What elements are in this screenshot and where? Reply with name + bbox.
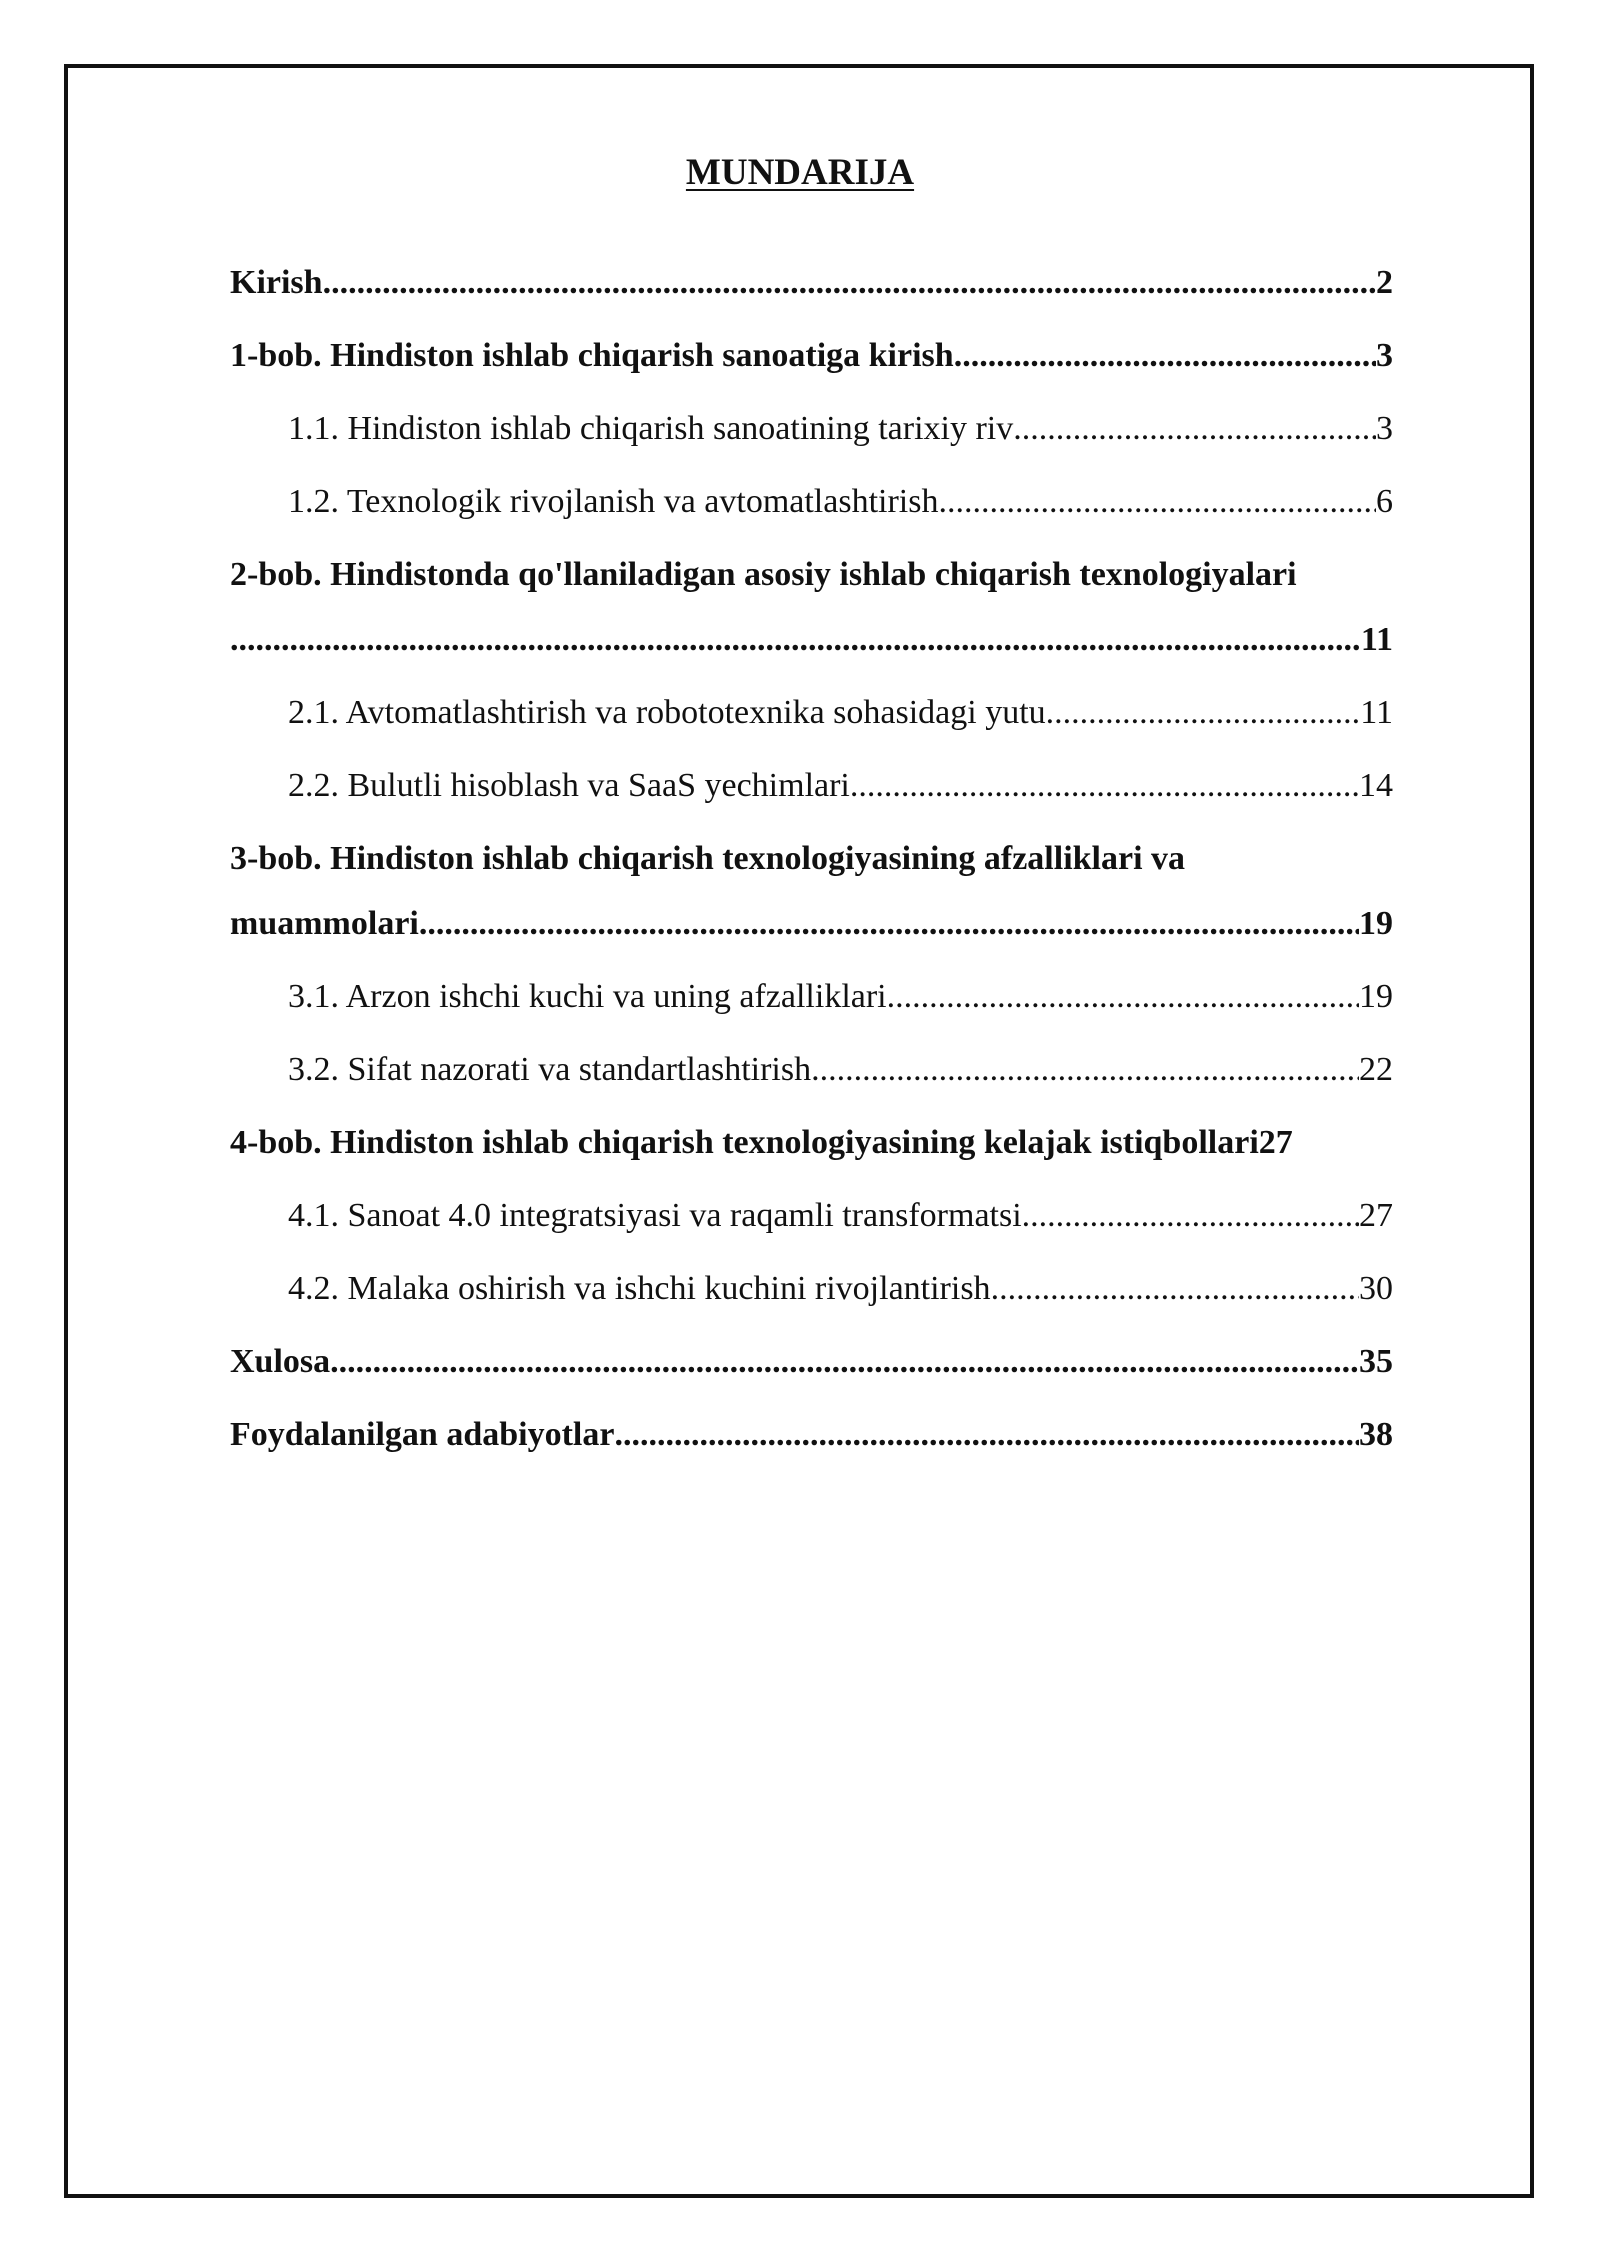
toc-page-number: 3 [1376,337,1393,374]
toc-entry-label: 1.1. Hindiston ishlab chiqarish sanoatining tarixiy riv [288,410,1014,447]
toc-leader-dots [938,481,1376,522]
toc-entry-label: Xulosa [230,1343,331,1380]
toc-entry-label: 4.1. Sanoat 4.0 integratsiyasi va raqamli transformatsi [288,1197,1022,1234]
toc-leader-dots [1022,1195,1359,1236]
toc-entry-section-1-2[interactable] [230,481,1393,522]
toc-page-number: 30 [1359,1270,1393,1307]
toc-leader-dots [1013,408,1376,449]
toc-leader-dots [230,619,1361,660]
toc-entry-kirish[interactable] [230,262,1393,303]
toc-entry-chapter-3-label[interactable]: 3-bob. Hindiston ishlab chiqarish texnologiyasining afzalliklari va [230,840,1186,877]
toc-entry-section-2-1[interactable] [230,692,1393,733]
toc-leader-dots [1046,692,1361,733]
toc-entry-section-3-2[interactable] [230,1049,1393,1090]
toc-page-number: 27 [1359,1197,1393,1234]
toc-entry-xulosa[interactable] [230,1341,1393,1382]
toc-page-number: 22 [1359,1051,1393,1088]
toc-page-number: 19 [1359,905,1393,942]
toc-page-number: 11 [1360,694,1393,731]
toc-page-number: 11 [1360,621,1393,658]
toc-leader-dots [991,1268,1359,1309]
toc-entry-label: Foydalanilgan adabiyotlar [230,1416,615,1453]
toc-entry-section-2-2[interactable] [230,765,1393,806]
toc-page-number: 14 [1359,767,1393,804]
toc-page-number: 6 [1376,483,1393,520]
toc-page-number: 27 [1258,1124,1293,1161]
toc-entry-chapter-2[interactable] [230,619,1393,660]
toc-page-number: 38 [1359,1416,1393,1453]
toc-entry-chapter-3[interactable] [230,903,1393,944]
toc-leader-dots [887,976,1359,1017]
toc-leader-dots [323,262,1376,303]
toc-entry-chapter-2-label[interactable]: 2-bob. Hindistonda qo'llaniladigan asosiy ishlab chiqarish texnologiyalari [230,556,1297,593]
toc-entry-chapter-4[interactable] [230,1122,1393,1163]
toc-entry-label: 4.2. Malaka oshirish va ishchi kuchini rivojlantirish [288,1270,991,1307]
toc-leader-dots [811,1049,1359,1090]
toc-page-number: 35 [1359,1343,1393,1380]
page-title: MUNDARIJA [685,152,915,193]
toc-entry-label: 1-bob. Hindiston ishlab chiqarish sanoatiga kirish [230,337,954,374]
toc-entry-label: Kirish [230,264,323,301]
toc-entry-label: muammolari [230,905,419,942]
toc-page-number: 19 [1359,978,1393,1015]
toc-leader-dots [614,1414,1359,1455]
toc-entry-section-4-2[interactable] [230,1268,1393,1309]
toc-entry-chapter-1[interactable] [230,335,1393,376]
toc-entry-section-1-1[interactable] [230,408,1393,449]
toc-leader-dots [330,1341,1359,1382]
toc-entry-label: 4-bob. Hindiston ishlab chiqarish texnologiyasining kelajak istiqbollari [230,1124,1259,1161]
toc-entry-label: 3.2. Sifat nazorati va standartlashtirish [288,1051,812,1088]
toc-leader-dots [954,335,1376,376]
toc-entry-label: 2.1. Avtomatlashtirish va robototexnika sohasidagi yutu [288,694,1046,731]
toc-entry-section-3-1[interactable] [230,976,1393,1017]
toc-leader-dots [419,903,1359,944]
toc-entry-label: 2.2. Bulutli hisoblash va SaaS yechimlari [288,767,850,804]
toc-entry-section-4-1[interactable] [230,1195,1393,1236]
table-of-contents [230,262,1393,1455]
toc-page-number: 2 [1376,264,1393,301]
toc-leader-dots [850,765,1359,806]
toc-page-number: 3 [1376,410,1393,447]
toc-entry-adabiyotlar[interactable] [230,1414,1393,1455]
toc-entry-label: 1.2. Texnologik rivojlanish va avtomatlashtirish [288,483,939,520]
toc-entry-label: 3.1. Arzon ishchi kuchi va uning afzalliklari [288,978,887,1015]
